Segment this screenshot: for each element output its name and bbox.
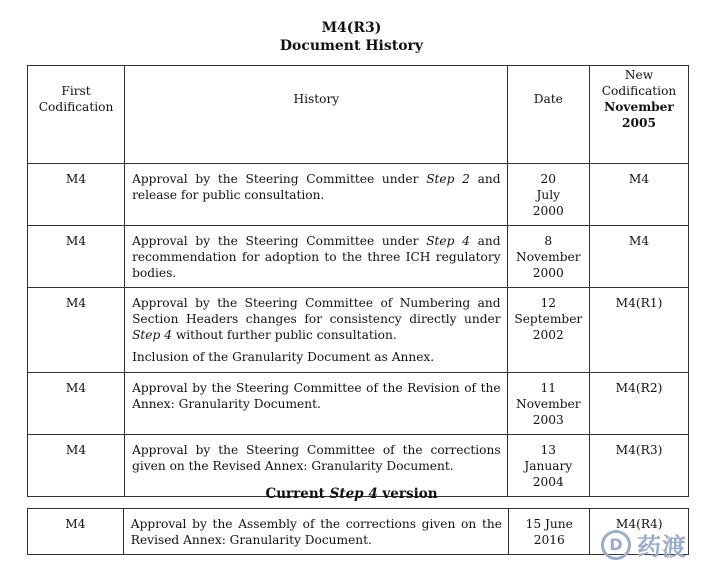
cell-new-codification: M4 [590, 164, 689, 226]
header-date: Date [507, 66, 589, 164]
table-row [28, 509, 689, 555]
table-row [28, 288, 689, 373]
header-history: History [125, 66, 508, 164]
cell-first-codification: M4 [28, 226, 125, 288]
cell-date: 13 January 2004 [507, 435, 589, 497]
cell-history: Approval by the Steering Committee of Numbering and Section Headers changes for consistency directly under Step 4 without further public consultation. Inclusion of the Granularity Document as Annex. [125, 288, 508, 373]
table-row [28, 164, 689, 226]
cell-new-codification: M4(R1) [590, 288, 689, 373]
current-version-table [27, 508, 689, 555]
cell-first-codification: M4 [28, 288, 125, 373]
cell-first-codification: M4 [28, 164, 125, 226]
cell-date: 11 November 2003 [507, 373, 589, 435]
cell-new-codification: M4(R4) [590, 509, 689, 555]
cell-new-codification: M4(R3) [590, 435, 689, 497]
cell-date: 20 July 2000 [507, 164, 589, 226]
cell-first-codification: M4 [28, 435, 125, 497]
table-row [28, 226, 689, 288]
header-new-codification: New Codification November 2005 [590, 66, 689, 164]
table-header-row [28, 66, 689, 164]
cell-date: 12 September 2002 [507, 288, 589, 373]
watermark-text: 药渡 [637, 533, 687, 561]
cell-new-codification: M4 [590, 226, 689, 288]
cell-history: Approval by the Steering Committee under Step 4 and recommendation for adoption to the three ICH regulatory bodies. [125, 226, 508, 288]
cell-new-codification: M4(R2) [590, 373, 689, 435]
cell-history: Approval by the Assembly of the corrections given on the Revised Annex: Granularity Document. [123, 509, 508, 555]
cell-first-codification: M4 [28, 373, 125, 435]
table-row [28, 373, 689, 435]
cell-history: Approval by the Steering Committee of the Revision of the Annex: Granularity Document. [125, 373, 508, 435]
cell-history: Approval by the Steering Committee under Step 2 and release for public consultation. [125, 164, 508, 226]
cell-date: 8 November 2000 [507, 226, 589, 288]
watermark-logo [601, 527, 687, 562]
cell-date: 15 June 2016 [508, 509, 590, 555]
history-table [27, 65, 689, 497]
document-code: M4(R3) [321, 20, 382, 36]
current-version-title: Current Step 4 version [265, 486, 438, 502]
header-first-codification: First Codification [28, 66, 125, 164]
logo-icon: D [601, 530, 631, 560]
document-title: Document History [279, 38, 424, 54]
cell-first-codification: M4 [28, 509, 124, 555]
cell-history: Approval by the Steering Committee of the corrections given on the Revised Annex: Granularity Document. [125, 435, 508, 497]
